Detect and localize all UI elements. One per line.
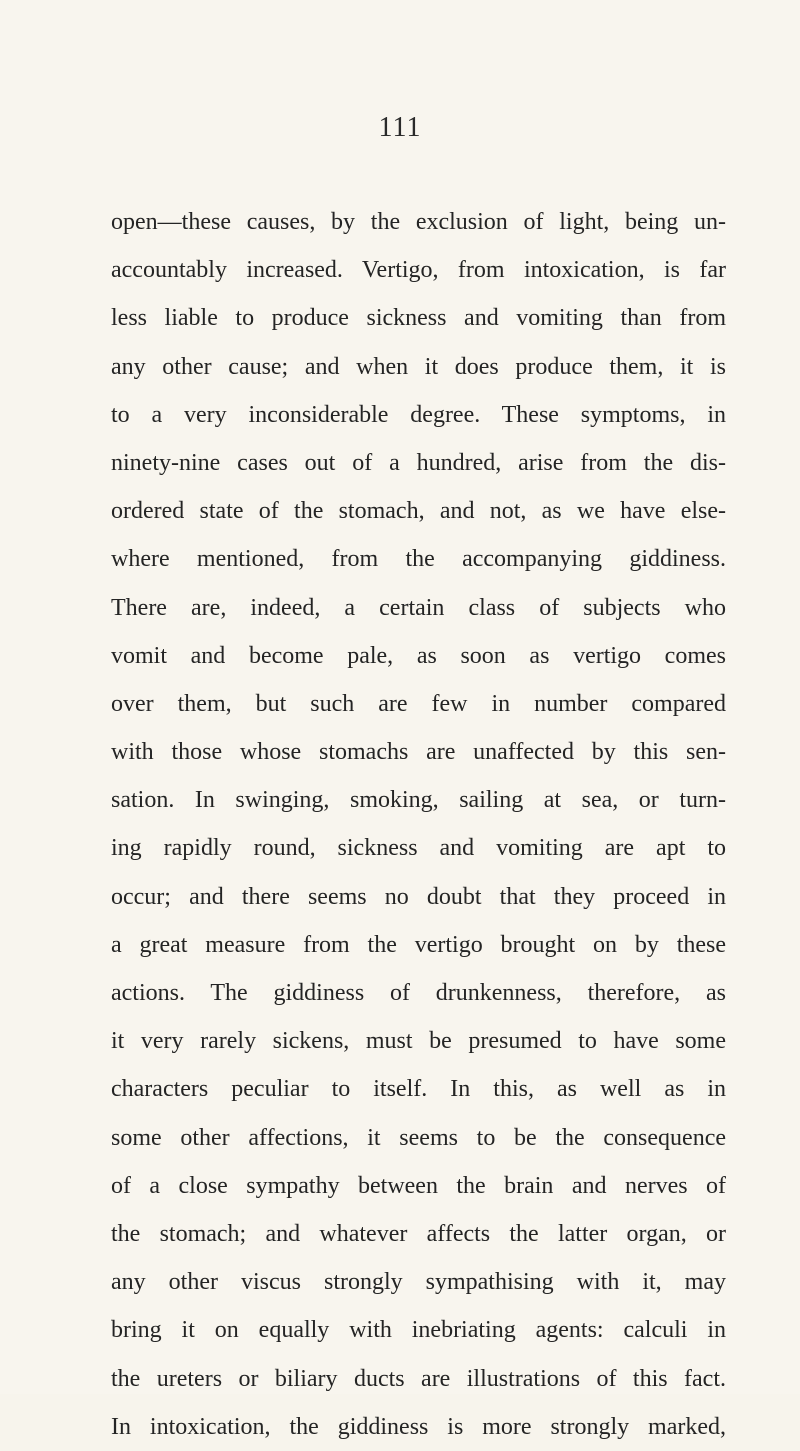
body-text: [111, 198, 726, 1451]
page-number: 111: [378, 112, 422, 143]
text-line: to a very inconsiderable degree. These symptoms, in: [111, 401, 726, 428]
text-line: less liable to produce sickness and vomiting than from: [111, 305, 726, 332]
text-line: any other viscus strongly sympathising with it, may: [111, 1269, 726, 1296]
text-line: bring it on equally with inebriating agents: calculi in: [111, 1317, 726, 1344]
text-line: of a close sympathy between the brain and nerves of: [111, 1172, 726, 1199]
text-line: ordered state of the stomach, and not, as we have else-: [111, 498, 726, 525]
text-line: some other affections, it seems to be the consequence: [111, 1124, 726, 1151]
text-line: occur; and there seems no doubt that they proceed in: [111, 883, 726, 910]
text-line: over them, but such are few in number compared: [111, 690, 726, 717]
text-line: open—these causes, by the exclusion of light, being un-: [111, 209, 726, 235]
text-line: the stomach; and whatever affects the latter organ, or: [111, 1220, 726, 1247]
text-line: ing rapidly round, sickness and vomiting are apt to: [111, 835, 726, 862]
text-line: vomit and become pale, as soon as vertigo comes: [111, 642, 726, 669]
text-line: accountably increased. Vertigo, from intoxication, is far: [111, 257, 726, 284]
text-line: with those whose stomachs are unaffected by this sen-: [111, 739, 726, 766]
text-line: it very rarely sickens, must be presumed to have some: [111, 1028, 726, 1055]
text-line: a great measure from the vertigo brought on by these: [111, 931, 726, 958]
text-line: There are, indeed, a certain class of subjects who: [111, 594, 726, 621]
text-line: any other cause; and when it does produce them, it is: [111, 353, 726, 380]
text-line: ninety-nine cases out of a hundred, arise from the dis-: [111, 449, 726, 476]
text-line: actions. The giddiness of drunkenness, therefore, as: [111, 980, 726, 1006]
text-line: sation. In swinging, smoking, sailing at sea, or turn-: [111, 787, 726, 814]
text-line: In intoxication, the giddiness is more strongly marked,: [111, 1413, 726, 1440]
text-line: characters peculiar to itself. In this, as well as in: [111, 1076, 726, 1103]
text-line: the ureters or biliary ducts are illustrations of this fact.: [111, 1365, 726, 1392]
text-line: where mentioned, from the accompanying giddiness.: [111, 546, 726, 573]
